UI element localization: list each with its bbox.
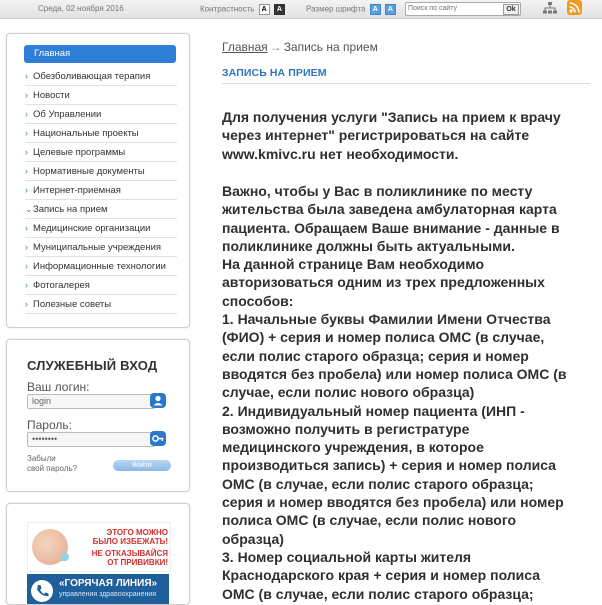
- sidebar-item-label: Новости: [33, 90, 70, 101]
- sidebar-item-label: Медицинские организации: [33, 223, 151, 234]
- sidebar-item-label: Информационные технологии: [33, 261, 166, 272]
- content-line: если полис старого образца; серия и номер: [222, 347, 529, 364]
- content-line: образца): [222, 530, 284, 547]
- login-submit-button[interactable]: Войти: [113, 460, 171, 471]
- contrast-control: [200, 4, 285, 15]
- content-line: авторизоваться одним из трех предложенных: [222, 274, 545, 291]
- chevron-right-icon: ›: [25, 280, 28, 290]
- chevron-right-icon: ›: [25, 261, 28, 271]
- vaccine-drop-icon: [61, 553, 69, 561]
- password-input[interactable]: ••••••••: [27, 432, 155, 447]
- chevron-right-icon: ›: [25, 90, 28, 100]
- content-line: полиса ОМС (в случае, если полис нового: [222, 512, 517, 529]
- banner-text-4: ОТ ПРИВИВКИ!: [107, 558, 168, 567]
- login-input[interactable]: login: [27, 394, 155, 409]
- search-input[interactable]: [408, 3, 502, 14]
- sidebar-item-home[interactable]: [24, 45, 176, 63]
- sidebar-item-label: Целевые программы: [33, 147, 126, 158]
- content-line: 1. Начальные буквы Фамилии Имени Отчества: [222, 311, 551, 328]
- sidebar-item-target-programs[interactable]: [25, 143, 177, 162]
- contrast-label: Контрастность: [200, 4, 255, 14]
- content-line: www.kmivc.ru нет необходимости.: [222, 145, 459, 162]
- font-size-label: Размер шрифта: [306, 4, 366, 14]
- content-line: возможно получить в регистратуре: [222, 420, 470, 437]
- forgot-line-1: Забыли: [27, 454, 56, 463]
- banners-panel: [6, 503, 190, 605]
- service-login-panel: [6, 339, 190, 492]
- breadcrumb-home-link[interactable]: Главная: [222, 40, 268, 54]
- breadcrumb-separator: →: [269, 40, 282, 54]
- chevron-right-icon: ›: [25, 109, 28, 119]
- sidebar-item-pain-therapy[interactable]: [25, 67, 177, 86]
- sidebar-item-national-projects[interactable]: [25, 124, 177, 143]
- breadcrumb: [222, 40, 378, 54]
- sitemap-icon[interactable]: [543, 2, 557, 14]
- sidebar-item-label: Интернет-приемная: [33, 185, 121, 196]
- content-line: ОМС (в случае, если полис старого образца;: [222, 585, 534, 602]
- hotline-subtitle: управления здравоохранения: [59, 591, 157, 598]
- sidebar-item-label: Об Управлении: [33, 109, 102, 120]
- contrast-dark-button[interactable]: A: [274, 4, 285, 15]
- search-box: [405, 2, 521, 16]
- sidebar-item-it[interactable]: [25, 257, 177, 276]
- forgot-password-link[interactable]: [27, 454, 77, 474]
- key-icon[interactable]: [150, 431, 166, 446]
- sidebar-item-regulations[interactable]: [25, 162, 177, 181]
- content-line: способов:: [222, 292, 294, 309]
- sidebar-item-label: Фотогалерея: [33, 280, 90, 291]
- sidebar-item-label: Полезные советы: [33, 299, 112, 310]
- chevron-right-icon: ›: [25, 299, 28, 309]
- sidebar-item-label: Запись на прием: [33, 204, 108, 215]
- banner-text-2: БЫЛО ИЗБЕЖАТЬ!: [92, 537, 168, 546]
- chevron-right-icon: ›: [25, 166, 28, 176]
- chevron-right-icon: ›: [25, 185, 28, 195]
- content-line: жительства была заведена амбулаторная карта: [222, 201, 557, 218]
- content-line: На данной странице Вам необходимо: [222, 256, 485, 273]
- content-line: производиться запись) + серия и номер полиса: [222, 457, 556, 474]
- page-title: ЗАПИСЬ НА ПРИЕМ: [222, 67, 327, 79]
- search-button[interactable]: Ok: [503, 4, 519, 15]
- sidebar-item-internet-reception[interactable]: [25, 181, 177, 200]
- content-line: Краснодарского края + серия и номер полиса: [222, 567, 541, 584]
- sidebar-item-photo-gallery[interactable]: [25, 276, 177, 295]
- content-line: ОМС (в случае, если полис старого образца;: [222, 475, 534, 492]
- rss-icon[interactable]: [567, 0, 582, 15]
- font-small-button[interactable]: A: [370, 4, 381, 15]
- content-line: случае, если полис нового образца): [222, 384, 475, 401]
- content-line: поликлинике должны быть актуальными.: [222, 237, 515, 254]
- sidebar-item-medical-orgs[interactable]: [25, 219, 177, 238]
- content-line: пациента. Обращаем Ваше внимание - данные в: [222, 219, 560, 236]
- forgot-line-2: свой пароль?: [27, 464, 78, 473]
- top-bar: [0, 0, 602, 19]
- sidebar-item-appointment[interactable]: [25, 200, 177, 219]
- sidebar-item-label: Муниципальные учреждения: [33, 242, 162, 253]
- content-paragraph-2: [222, 182, 594, 603]
- sidebar-nav: [6, 33, 190, 328]
- sidebar-item-label: Обезболивающая терапия: [33, 71, 151, 82]
- password-label: Пароль:: [27, 418, 72, 432]
- chevron-right-icon: ›: [25, 128, 28, 138]
- sidebar-item-label: Нормативные документы: [33, 166, 145, 177]
- chevron-right-icon: ›: [25, 223, 28, 233]
- content-line: (ФИО) + серия и номер полиса ОМС (в случае,: [222, 329, 545, 346]
- chevron-right-icon: ›: [25, 71, 28, 81]
- font-large-button[interactable]: A: [385, 4, 396, 15]
- content-line: Для получения услуги "Запись на прием к врачу: [222, 109, 561, 125]
- chevron-right-icon: ›: [25, 242, 28, 252]
- sidebar-item-tips[interactable]: [25, 295, 177, 314]
- login-title: СЛУЖЕБНЫЙ ВХОД: [27, 358, 158, 373]
- hotline-title: «ГОРЯЧАЯ ЛИНИЯ»: [59, 578, 158, 589]
- banner-text-1: ЭТОГО МОЖНО: [106, 528, 168, 537]
- font-size-control: [306, 4, 396, 15]
- content-paragraph-1: [222, 108, 594, 163]
- content-line: вводятся без пробела) или номер полиса ОМС (в: [222, 365, 567, 382]
- contrast-light-button[interactable]: A: [259, 4, 270, 15]
- banner-text-3: НЕ ОТКАЗЫВАЙСЯ: [91, 549, 168, 558]
- content-line: 2. Индивидуальный номер пациента (ИНП -: [222, 402, 525, 419]
- chevron-right-icon: ›: [25, 147, 28, 157]
- sidebar-item-news[interactable]: [25, 86, 177, 105]
- sidebar-item-municipal[interactable]: [25, 238, 177, 257]
- chevron-down-icon: ⌄: [25, 204, 33, 214]
- current-date: Среда, 02 ноября 2016: [38, 4, 124, 13]
- user-icon[interactable]: [150, 393, 166, 408]
- content-line: Важно, чтобы у Вас в поликлинике по месту: [222, 183, 533, 199]
- title-divider: [222, 83, 590, 84]
- breadcrumb-current: Запись на прием: [283, 40, 378, 54]
- content-line: 3. Номер социальной карты жителя: [222, 548, 472, 565]
- content-line: медицинского учреждения, в которое: [222, 439, 484, 456]
- sidebar-item-label: Национальные проекты: [33, 128, 139, 139]
- content-line: серия и номер вводятся без пробела) или номер: [222, 494, 564, 511]
- vaccination-banner[interactable]: [27, 522, 171, 572]
- sidebar-item-about[interactable]: [25, 105, 177, 124]
- sidebar-item-label: Главная: [34, 48, 71, 59]
- login-label: Ваш логин:: [27, 380, 90, 394]
- content-line: через интернет" регистрироваться на сайте: [222, 127, 530, 144]
- phone-icon: [31, 580, 53, 602]
